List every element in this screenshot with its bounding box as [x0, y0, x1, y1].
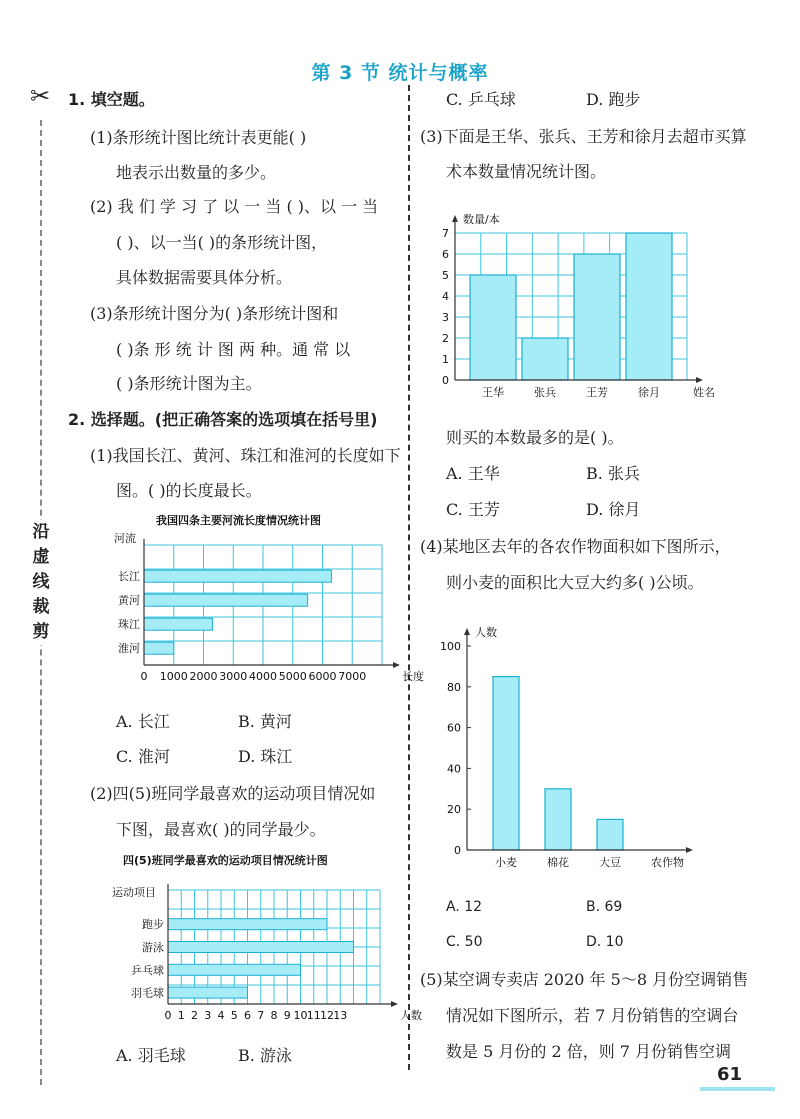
tick-label: 6 — [442, 248, 449, 261]
category-label: 淮河 — [118, 642, 140, 656]
chart-bar — [545, 789, 571, 850]
x-axis-label: 长度 — [402, 670, 424, 683]
y-axis-label: 人数 — [475, 626, 497, 639]
category-label: 长江 — [118, 570, 140, 584]
q2-5-line3: 数是 5 月份的 2 倍，则 7 月份销售空调 — [446, 1042, 732, 1061]
chart-bar — [522, 338, 568, 380]
chart-bar — [470, 275, 516, 380]
x-axis-label: 人数 — [400, 1009, 422, 1022]
q2-3-option-b[interactable]: B. 张兵 — [586, 464, 640, 483]
tick-label: 4 — [217, 1009, 225, 1022]
chart-bar — [168, 919, 327, 930]
tick-label: 80 — [447, 680, 461, 694]
q1-2-line1: (2) 我 们 学 习 了 以 一 当 ( )、以 一 当 — [90, 197, 379, 216]
q2-4-option-d[interactable]: D. 10 — [586, 934, 624, 950]
q2-1-line2: 图。( )的长度最长。 — [116, 481, 262, 500]
category-label: 珠江 — [118, 618, 140, 632]
chart-bar — [168, 987, 248, 998]
cut-label-char: 裁 — [32, 597, 50, 617]
q2-1-option-d[interactable]: D. 珠江 — [238, 747, 293, 766]
scissors-icon: ✂ — [30, 82, 51, 110]
q2-label: 2. 选择题。(把正确答案的选项填在括号里) — [68, 410, 378, 429]
x-axis-label: 农作物 — [651, 856, 684, 869]
cut-label-char: 剪 — [32, 622, 50, 642]
category-label: 小麦 — [495, 856, 517, 869]
tick-label: 9 — [283, 1009, 291, 1022]
q2-3-option-d[interactable]: D. 徐月 — [586, 500, 641, 519]
q1-3-line3: ( )条形统计图为主。 — [116, 374, 262, 393]
q1-2-line2: ( )、以一当( )的条形统计图， — [116, 233, 328, 252]
q2-1-option-a[interactable]: A. 长江 — [116, 712, 170, 731]
chart-bar — [626, 233, 672, 380]
category-label: 羽毛球 — [131, 986, 164, 1000]
q2-4-option-b[interactable]: B. 69 — [586, 899, 623, 915]
cut-label — [28, 520, 54, 645]
tick-label: 0 — [164, 1009, 172, 1022]
tick-label: 2 — [191, 1009, 198, 1022]
tick-label: 6 — [244, 1009, 251, 1022]
tick-label: 1 — [442, 353, 449, 366]
q2-1-line1: (1)我国长江、黄河、珠江和淮河的长度如下 — [90, 446, 401, 465]
chart-bar — [144, 618, 212, 630]
x-axis-arrow — [393, 662, 400, 668]
page-number-bar — [700, 1087, 775, 1091]
tick-label: 1 — [177, 1009, 185, 1022]
chart-bar — [168, 942, 354, 953]
tick-label: 8 — [270, 1009, 278, 1022]
q2-5-line1: (5)某空调专卖店 2020 年 5～8 月份空调销售 — [420, 970, 749, 989]
tick-label: 3000 — [219, 670, 248, 683]
cut-label-char: 线 — [32, 572, 50, 592]
q2-2-option-d[interactable]: D. 跑步 — [586, 90, 641, 109]
q2-1-option-c[interactable]: C. 淮河 — [116, 747, 170, 766]
tick-label: 0 — [140, 670, 148, 683]
q2-5-line2: 情况如下图所示，若 7 月份销售的空调台 — [446, 1006, 739, 1025]
cut-label-char: 沿 — [32, 522, 50, 542]
q2-3-line1: (3)下面是王华、张兵、王芳和徐月去超市买算 — [420, 127, 747, 146]
tick-label: 5 — [442, 269, 449, 282]
chart-bar — [597, 819, 623, 850]
chart-bar — [144, 594, 308, 606]
category-label: 王华 — [482, 386, 504, 399]
y-axis-arrow — [452, 215, 458, 222]
tick-label: 7000 — [338, 670, 367, 683]
chart-bar — [574, 254, 620, 380]
chart-title: 我国四条主要河流长度情况统计图 — [156, 514, 321, 527]
y-axis-label: 河流 — [114, 532, 136, 545]
column-divider — [408, 85, 410, 1070]
q1-label: 1. 填空题。 — [68, 90, 155, 109]
q1-1-line2: 地表示出数量的多少。 — [116, 163, 277, 182]
notebook-count-chart — [425, 200, 740, 405]
sport-preference-chart — [108, 852, 422, 1032]
tick-label: 20 — [447, 803, 461, 817]
category-label: 游泳 — [142, 941, 164, 954]
q1-2-line3: 具体数据需要具体分析。 — [116, 268, 293, 287]
x-axis-arrow — [686, 847, 693, 853]
y-axis-label: 运动项目 — [112, 886, 156, 899]
tick-label: 6000 — [308, 670, 337, 683]
category-label: 张兵 — [534, 386, 556, 399]
q2-2-option-a[interactable]: A. 羽毛球 — [116, 1046, 186, 1065]
tick-label: 4 — [442, 290, 449, 303]
q2-4-option-c[interactable]: C. 50 — [446, 934, 483, 950]
q2-4-option-a[interactable]: A. 12 — [446, 899, 483, 915]
tick-label: 7 — [442, 227, 449, 240]
q2-2-line2: 下图，最喜欢( )的同学最少。 — [116, 820, 326, 839]
category-label: 大豆 — [599, 856, 621, 869]
category-label: 徐月 — [638, 386, 660, 399]
tick-label: 40 — [447, 762, 461, 776]
q1-3-line2: ( )条 形 统 计 图 两 种。通 常 以 — [116, 340, 351, 359]
tick-label: 2 — [442, 332, 449, 345]
category-label: 王芳 — [586, 386, 608, 399]
tick-label: 11 — [306, 1009, 321, 1022]
category-label: 黄河 — [118, 594, 140, 608]
x-axis-label: 姓名 — [693, 386, 715, 399]
tick-label: 2000 — [189, 670, 218, 683]
x-axis-arrow — [696, 377, 703, 383]
q2-3-option-c[interactable]: C. 王芳 — [446, 500, 500, 519]
chart-bar — [144, 570, 331, 582]
tick-label: 7 — [257, 1009, 265, 1022]
tick-label: 10 — [293, 1009, 308, 1022]
y-axis-label: 数量/本 — [463, 213, 500, 226]
category-label: 跑步 — [142, 918, 164, 932]
category-label: 棉花 — [547, 856, 569, 869]
tick-label: 12 — [320, 1009, 334, 1022]
tick-label: 0 — [442, 374, 449, 387]
page-title: 第 3 节 统计与概率 — [311, 62, 489, 84]
y-axis-arrow — [464, 628, 470, 635]
chart-bar — [144, 642, 174, 654]
river-length-chart — [108, 512, 424, 697]
q2-3-option-a[interactable]: A. 王华 — [446, 464, 500, 483]
q2-4-line1: (4)某地区去年的各农作物面积如下图所示， — [420, 537, 731, 556]
page-number: 61 — [716, 1064, 742, 1085]
q2-2-option-c[interactable]: C. 乒乓球 — [446, 90, 516, 109]
x-axis-arrow — [391, 1001, 398, 1007]
chart-title: 四(5)班同学最喜欢的运动项目情况统计图 — [123, 854, 328, 867]
q1-1-line1: (1)条形统计图比统计表更能( ) — [90, 128, 307, 147]
tick-label: 60 — [447, 721, 461, 735]
tick-label: 3 — [204, 1009, 212, 1022]
cut-label-char: 虚 — [32, 547, 50, 567]
q2-3-line3: 则买的本数最多的是( )。 — [446, 428, 624, 447]
tick-label: 0 — [454, 844, 461, 857]
chart-bar — [493, 677, 519, 850]
chart-bar — [168, 964, 301, 975]
tick-label: 100 — [440, 640, 461, 653]
tick-label: 1000 — [159, 670, 188, 683]
q2-3-line2: 术本数量情况统计图。 — [446, 162, 607, 181]
tick-label: 3 — [442, 311, 449, 324]
q2-2-option-b[interactable]: B. 游泳 — [238, 1046, 292, 1065]
q2-2-line1: (2)四(5)班同学最喜欢的运动项目情况如 — [90, 784, 376, 803]
q1-3-line1: (3)条形统计图分为( )条形统计图和 — [90, 304, 339, 323]
category-label: 乒乓球 — [131, 963, 164, 977]
tick-label: 13 — [333, 1009, 348, 1022]
q2-1-option-b[interactable]: B. 黄河 — [238, 712, 292, 731]
tick-label: 4000 — [249, 670, 277, 683]
q2-4-line2: 则小麦的面积比大豆大约多( )公顷。 — [446, 573, 704, 592]
crop-area-chart — [425, 612, 740, 874]
tick-label: 5 — [230, 1009, 238, 1022]
tick-label: 5000 — [278, 670, 307, 683]
